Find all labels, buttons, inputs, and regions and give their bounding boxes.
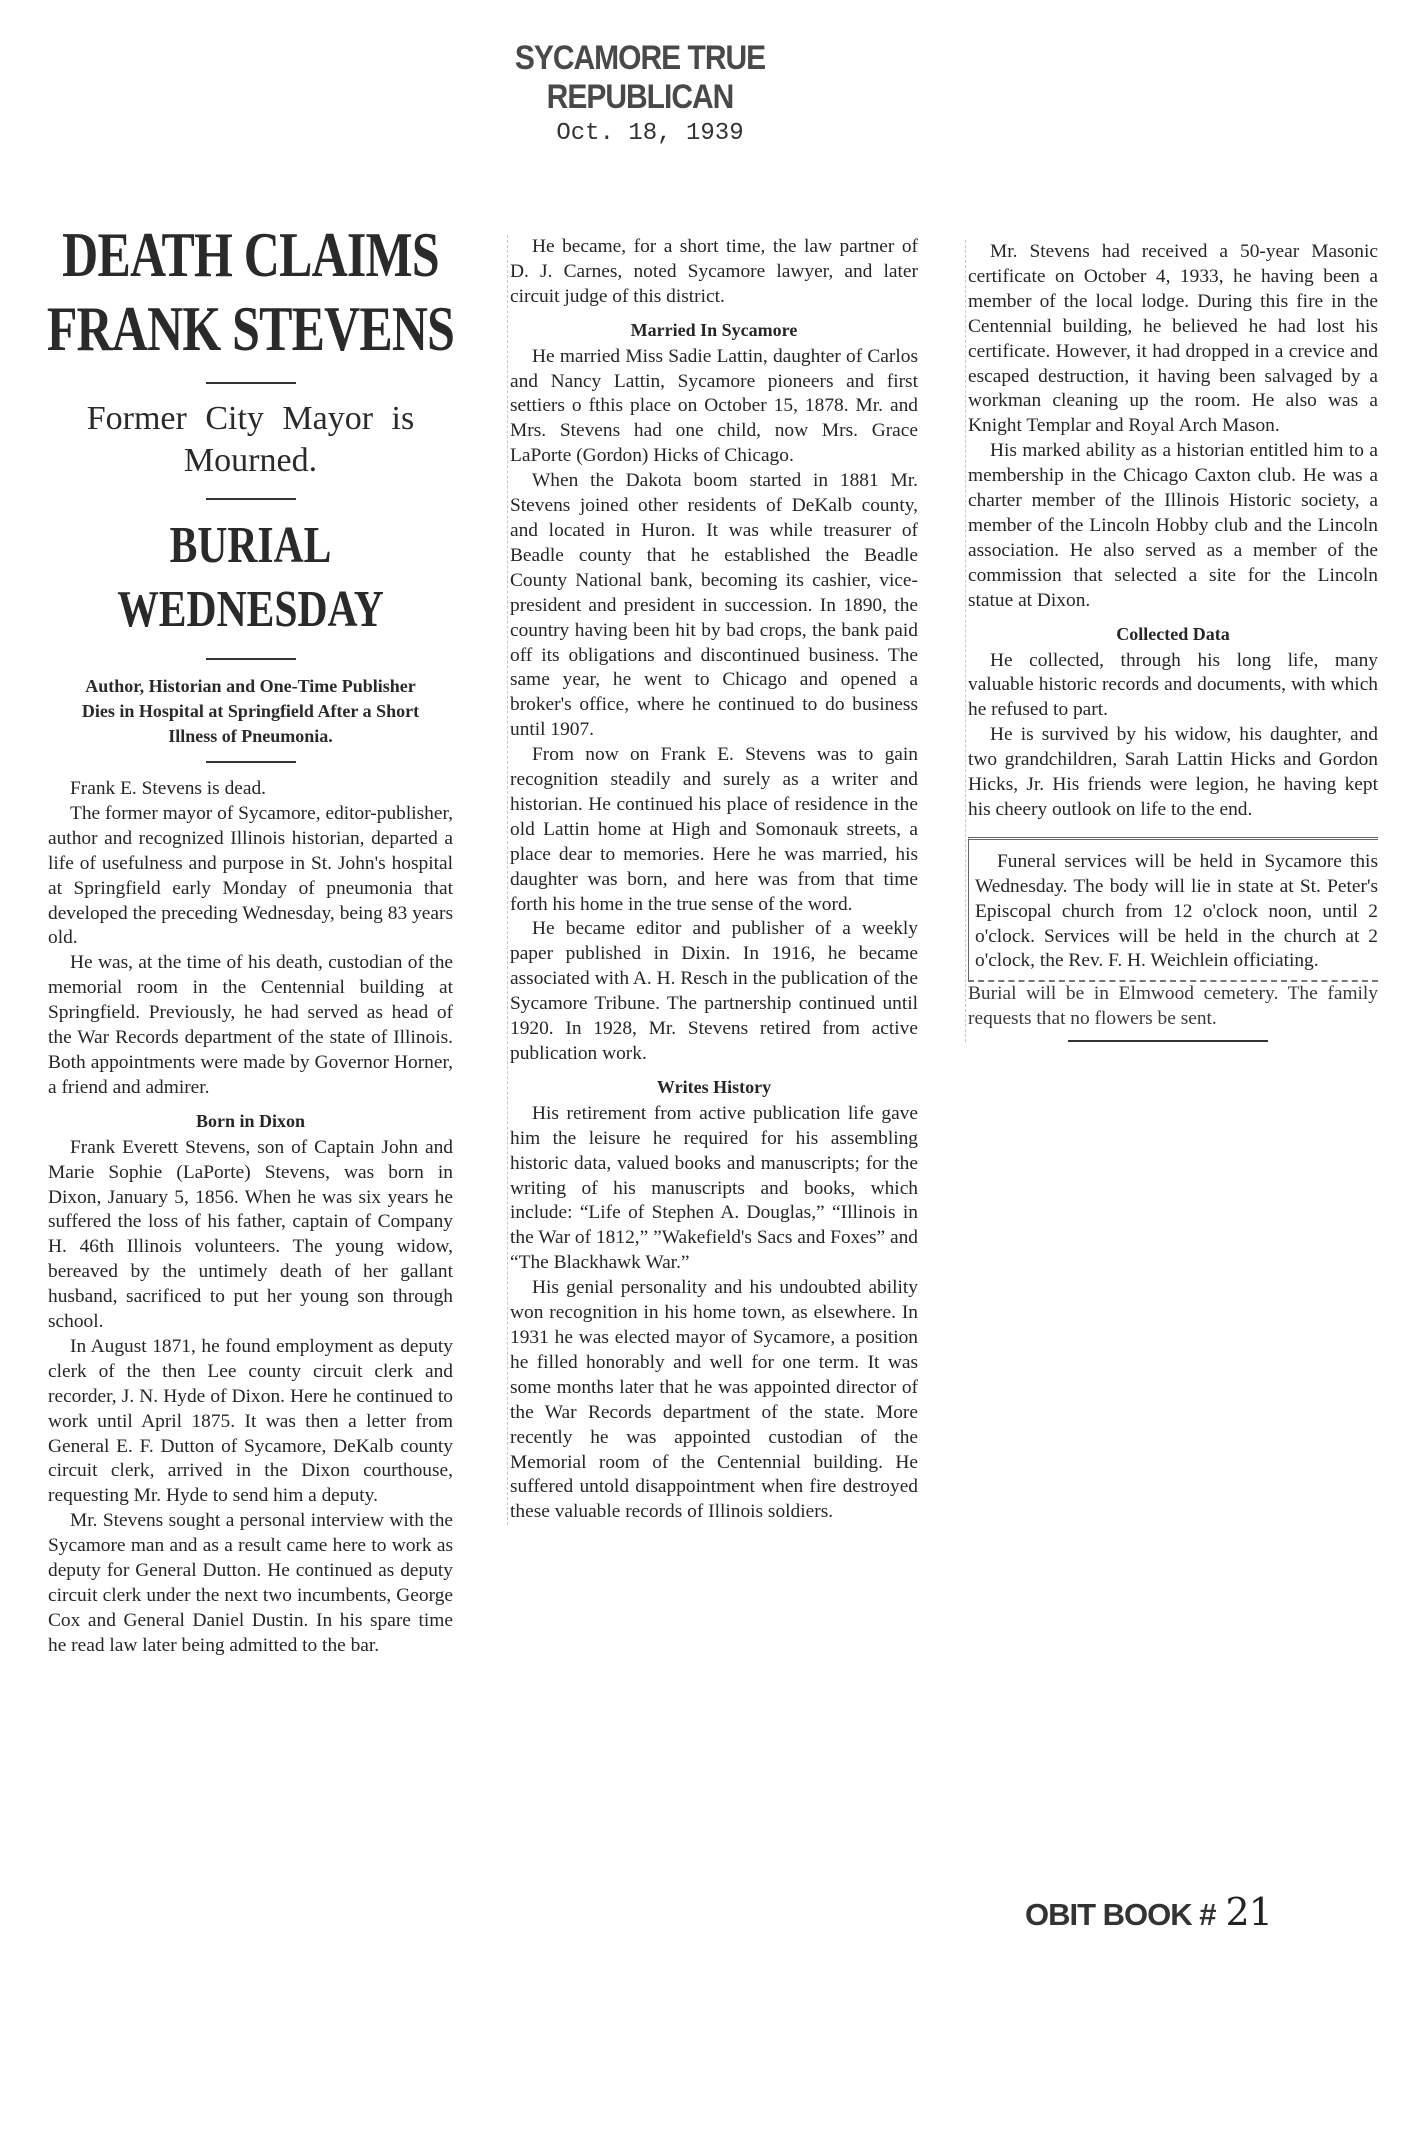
obit-book-text: OBIT BOOK # <box>1025 1897 1216 1932</box>
paragraph: His marked ability as a historian entitled him to a membership in the Chicago Caxton club. He was a charter member of the Illinois Historic society, a member of the Lincoln Hobby club and the Lincoln association. He also served as a member of the commission that selected a site for the Lincoln statue at Dixon. <box>968 440 1378 611</box>
headline-divider <box>206 658 296 660</box>
paragraph: Mr. Stevens sought a personal interview with the Sycamore man and as a result came here to work as deputy for General Dutton. He continued as deputy circuit clerk under the next two incumbents, George Cox and General Daniel Dustin. In his spare time he read law later being admitted to the bar. <box>48 1510 453 1656</box>
obit-book-label <box>1025 1890 1272 1934</box>
burial-headline: BURIAL WEDNESDAY <box>117 517 384 638</box>
headline-divider <box>206 498 296 500</box>
paragraph: He became editor and publisher of a weekly paper published in Dixin. In 1916, he became associated with A. H. Resch in the publication of the Sycamore Tribune. The partnership continued until 1920. In 1928, Mr. Stevens retired from active publication work. <box>510 918 918 1064</box>
subhead-married-in-sycamore: Married In Sycamore <box>630 319 798 340</box>
article-column-3 <box>965 240 1378 1042</box>
masthead: SYCAMORE TRUE REPUBLICAN <box>514 38 766 116</box>
headline-divider <box>206 382 296 384</box>
paragraph: He was, at the time of his death, custodian of the memorial room in the Centennial building at Springfield. Previously, he had served as head of the War Records department of the state of Illinois. Both appointments were made by Governor Horner, a friend and admirer. <box>48 952 453 1098</box>
paragraph: His genial personality and his undoubted ability won recognition in his home town, as elsewhere. In 1931 he was elected mayor of Sycamore, a position he filled honorably and well for one term. It was some months later that he was appointed director of the War Records department of the state. More recently he was appointed custodian of the Memorial room of the Centennial building. He suffered untold disappointment when fire destroyed these valuable records of Illinois soldiers. <box>510 1277 918 1523</box>
subhead-writes-history: Writes History <box>656 1076 772 1097</box>
paragraph: The former mayor of Sycamore, editor-publisher, author and recognized Illinois historian, departed a life of usefulness and purpose in St. John's hospital at Springfield early Monday of pneumonia that developed the preceding Wednesday, being 83 years old. <box>48 802 453 949</box>
paragraph: From now on Frank E. Stevens was to gain recognition steadily and surely as a writer and historian. He continued his place of residence in the old Lattin home at High and Somonauk streets, a place dear to memories. Here he was married, his daughter was born, and here was from that time forth his home in the true sense of the word. <box>510 744 918 915</box>
funeral-notice-box <box>968 837 1378 983</box>
dateline: Oct. 18, 1939 <box>556 120 744 147</box>
paragraph: Mr. Stevens had received a 50-year Masonic certificate on October 4, 1933, he having been a member of the local lodge. During this fire in the Centennial building, he believed he had lost his certificate. However, it had dropped in a crevice and escaped destruction, it having been salvaged by a workman cleaning up the room. He also was a Knight Templar and Royal Arch Mason. <box>968 241 1378 437</box>
paragraph: He became, for a short time, the law partner of D. J. Carnes, noted Sycamore lawyer, and later circuit judge of this district. <box>510 236 918 307</box>
subhead-collected-data: Collected Data <box>1116 623 1230 644</box>
main-headline: DEATH CLAIMS FRANK STEVENS <box>46 219 455 364</box>
subhead-born-in-dixon: Born in Dixon <box>195 1110 306 1131</box>
burial-note: Burial will be in Elmwood cemetery. The family requests that no flowers be sent. <box>968 983 1378 1030</box>
headline-divider <box>206 761 296 763</box>
article-column-1 <box>48 218 453 1659</box>
obit-book-number: 21 <box>1225 1890 1272 1934</box>
paragraph: He is survived by his widow, his daughter, and two grandchildren, Sarah Lattin Hicks and Gordon Hicks, Jr. His friends were legion, he having kept his cheery outlook on life to the end. <box>968 724 1378 820</box>
paragraph: His retirement from active publication life gave him the leisure he required for his assembling historic data, valued books and manuscripts; for the writing of his manuscripts and books, which include: “Life of Stephen A. Douglas,” “Illinois in the War of 1812,” ”Wakefield's Sacs and Foxes” and “The Blackhawk War.” <box>510 1102 918 1274</box>
headline-deck: Author, Historian and One-Time Publisher Dies in Hospital at Springfield After a Short Illness of Pneumonia. <box>81 676 420 746</box>
article-column-2 <box>507 235 918 1525</box>
paragraph: Frank Everett Stevens, son of Captain John and Marie Sophie (LaPorte) Stevens, was born in Dixon, January 5, 1856. When he was six years he suffered the loss of his father, captain of Company H. 46th Illinois volunteers. The young widow, bereaved by the untimely death of her gallant husband, sacrificed to put her young son through school. <box>48 1136 453 1333</box>
paragraph: Frank E. Stevens is dead. <box>70 778 267 799</box>
paragraph: He married Miss Sadie Lattin, daughter of Carlos and Nancy Lattin, Sycamore pioneers and first settiers o fthis place on October 15, 1878. Mr. and Mrs. Stevens had one child, now Mrs. Grace LaPorte (Gordon) Hicks of Chicago. <box>510 345 918 467</box>
paragraph: In August 1871, he found employment as deputy clerk of the then Lee county circuit clerk and recorder, J. N. Hyde of Dixon. Here he continued to work until April 1875. It was then a letter from General E. F. Dutton of Sycamore, DeKalb county circuit clerk, arrived in the Dixon courthouse, requesting Mr. Hyde to send him a deputy. <box>48 1335 453 1507</box>
funeral-notice: Funeral services will be held in Sycamore this Wednesday. The body will lie in state at St. Peter's Episcopal church from 12 o'clock noon, until 2 o'clock. Services will be held in the church at 2 o'clock, the Rev. F. H. Weichlein officiating. <box>975 850 1378 972</box>
paragraph: When the Dakota boom started in 1881 Mr. Stevens joined other residents of DeKalb county, and located in Huron. It was while treasurer of Beadle county that he established the Beadle County National bank, becoming its cashier, vice-president and president in succession. In 1890, the country having been hit by bad crops, the bank paid off its obligations and discontinued business. The same year, he went to Chicago and opened a broker's office, where he continued to do business until 1907. <box>510 470 918 741</box>
paragraph: He collected, through his long life, many valuable historic records and documents, with which he refused to part. <box>968 649 1378 721</box>
sub-headline: Former City Mayor is Mourned. <box>86 400 415 479</box>
closing-rule <box>1068 1040 1268 1042</box>
